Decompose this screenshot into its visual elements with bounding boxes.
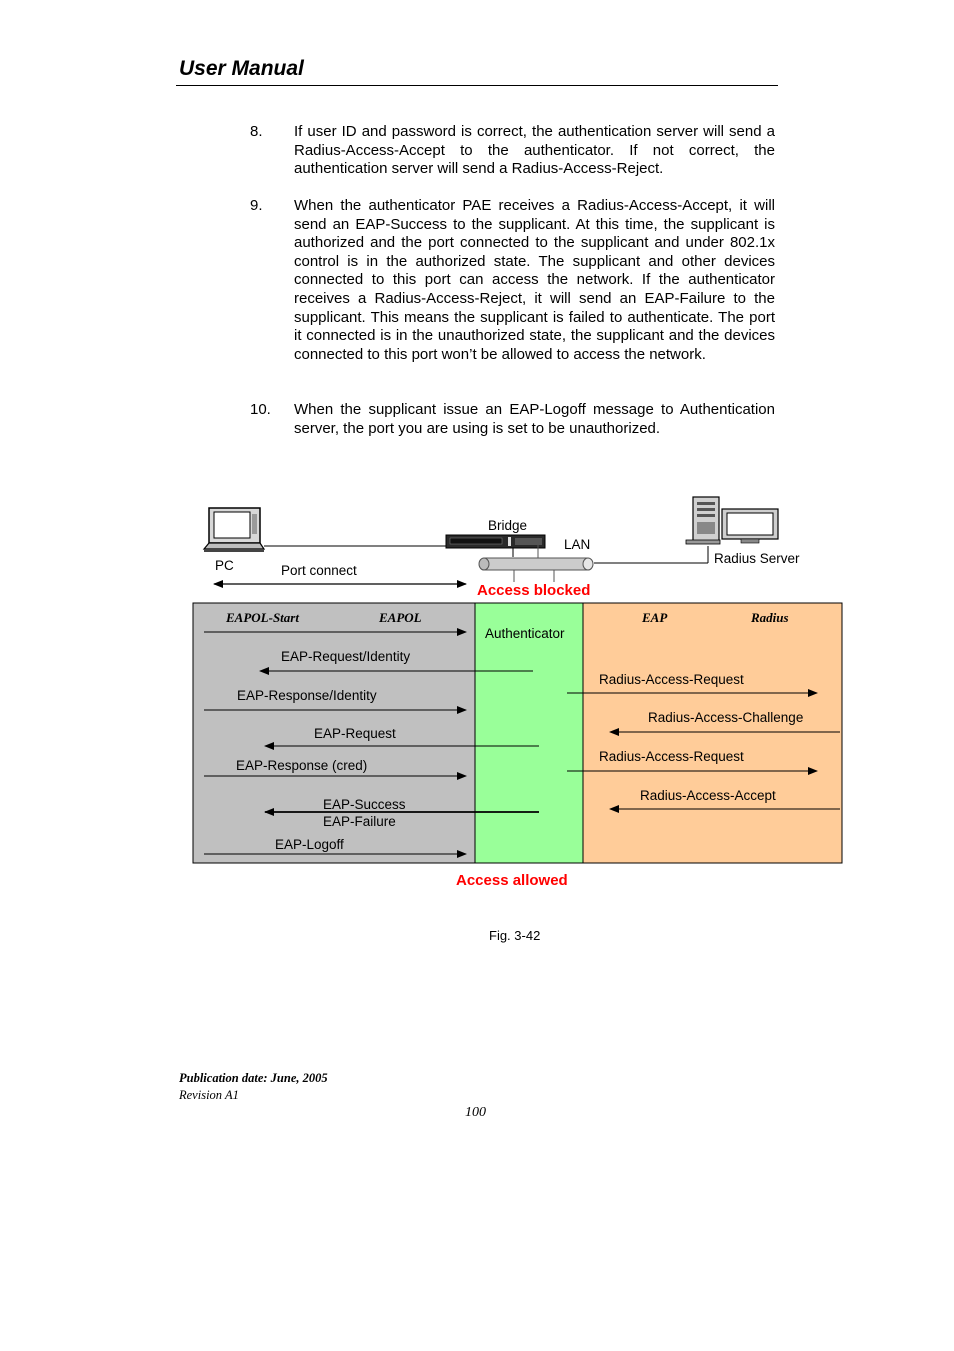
msg-eap-logoff: EAP-Logoff xyxy=(275,837,344,852)
list-item-number: 8. xyxy=(250,123,263,140)
access-allowed-label: Access allowed xyxy=(456,872,568,889)
figure-caption: Fig. 3-42 xyxy=(489,928,541,943)
laptop-icon xyxy=(204,508,264,552)
msg-radius-access-request-1: Radius-Access-Request xyxy=(599,672,744,687)
msg-eap-success: EAP-Success xyxy=(323,797,406,812)
authenticator-panel xyxy=(475,603,583,863)
eapol-start-header: EAPOL-Start xyxy=(226,610,299,625)
msg-radius-access-accept: Radius-Access-Accept xyxy=(640,788,776,803)
msg-eap-failure: EAP-Failure xyxy=(323,814,396,829)
page-header-title: User Manual xyxy=(179,57,304,80)
list-item-text: When the supplicant issue an EAP-Logoff message to Authentication server, the port you are using is set to be unauthorized. xyxy=(294,401,775,437)
list-item-text: If user ID and password is correct, the authentication server will send a Radius-Access-Accept to the authenticator. If not correct, the authentication server will send a Radius-Access-Reject. xyxy=(294,123,775,178)
radius-header: Radius xyxy=(751,610,789,625)
list-item-number: 10. xyxy=(250,401,271,418)
page-number: 100 xyxy=(465,1105,486,1120)
bridge-switch-icon xyxy=(446,535,545,548)
eapol-header: EAPOL xyxy=(379,610,422,625)
msg-eap-response-identity: EAP-Response/Identity xyxy=(237,688,377,703)
msg-eap-request: EAP-Request xyxy=(314,726,396,741)
lan-label: LAN xyxy=(564,537,591,552)
server-panel xyxy=(583,603,842,863)
authenticator-label: Authenticator xyxy=(485,626,565,641)
radius-server-label: Radius Server xyxy=(714,551,800,566)
msg-eap-response-cred: EAP-Response (cred) xyxy=(236,758,368,773)
radius-server-icon xyxy=(686,497,778,544)
bridge-label: Bridge xyxy=(488,518,528,533)
list-item-number: 9. xyxy=(250,197,263,214)
msg-radius-access-request-2: Radius-Access-Request xyxy=(599,749,744,764)
revision: Revision A1 xyxy=(179,1088,239,1102)
publication-date: Publication date: June, 2005 xyxy=(179,1071,328,1085)
msg-radius-access-challenge: Radius-Access-Challenge xyxy=(648,710,804,725)
list-item-text: When the authenticator PAE receives a Radius-Access-Accept, it will send an EAP-Success to the supplicant. At this time, the supplicant is authorized and the port connected to the supplicant and under 802.1x control is in the authorized state. The supplicant and other devices connected to this port can access the network. If the authenticator receives a Radius-Access-Reject, it will send an EAP-Failure to the supplicant. This means the supplicant is failed to authenticate. The port it connected is in the unauthorized state, the supplicant and the devices connected to this port won’t be allowed to access the network. xyxy=(294,197,775,363)
msg-eap-request-identity: EAP-Request/Identity xyxy=(281,649,411,664)
eap-header: EAP xyxy=(642,610,668,625)
lan-bus-icon xyxy=(479,558,593,570)
pc-label: PC xyxy=(215,558,234,573)
access-blocked-label: Access blocked xyxy=(477,582,591,599)
port-connect-label: Port connect xyxy=(281,563,357,578)
